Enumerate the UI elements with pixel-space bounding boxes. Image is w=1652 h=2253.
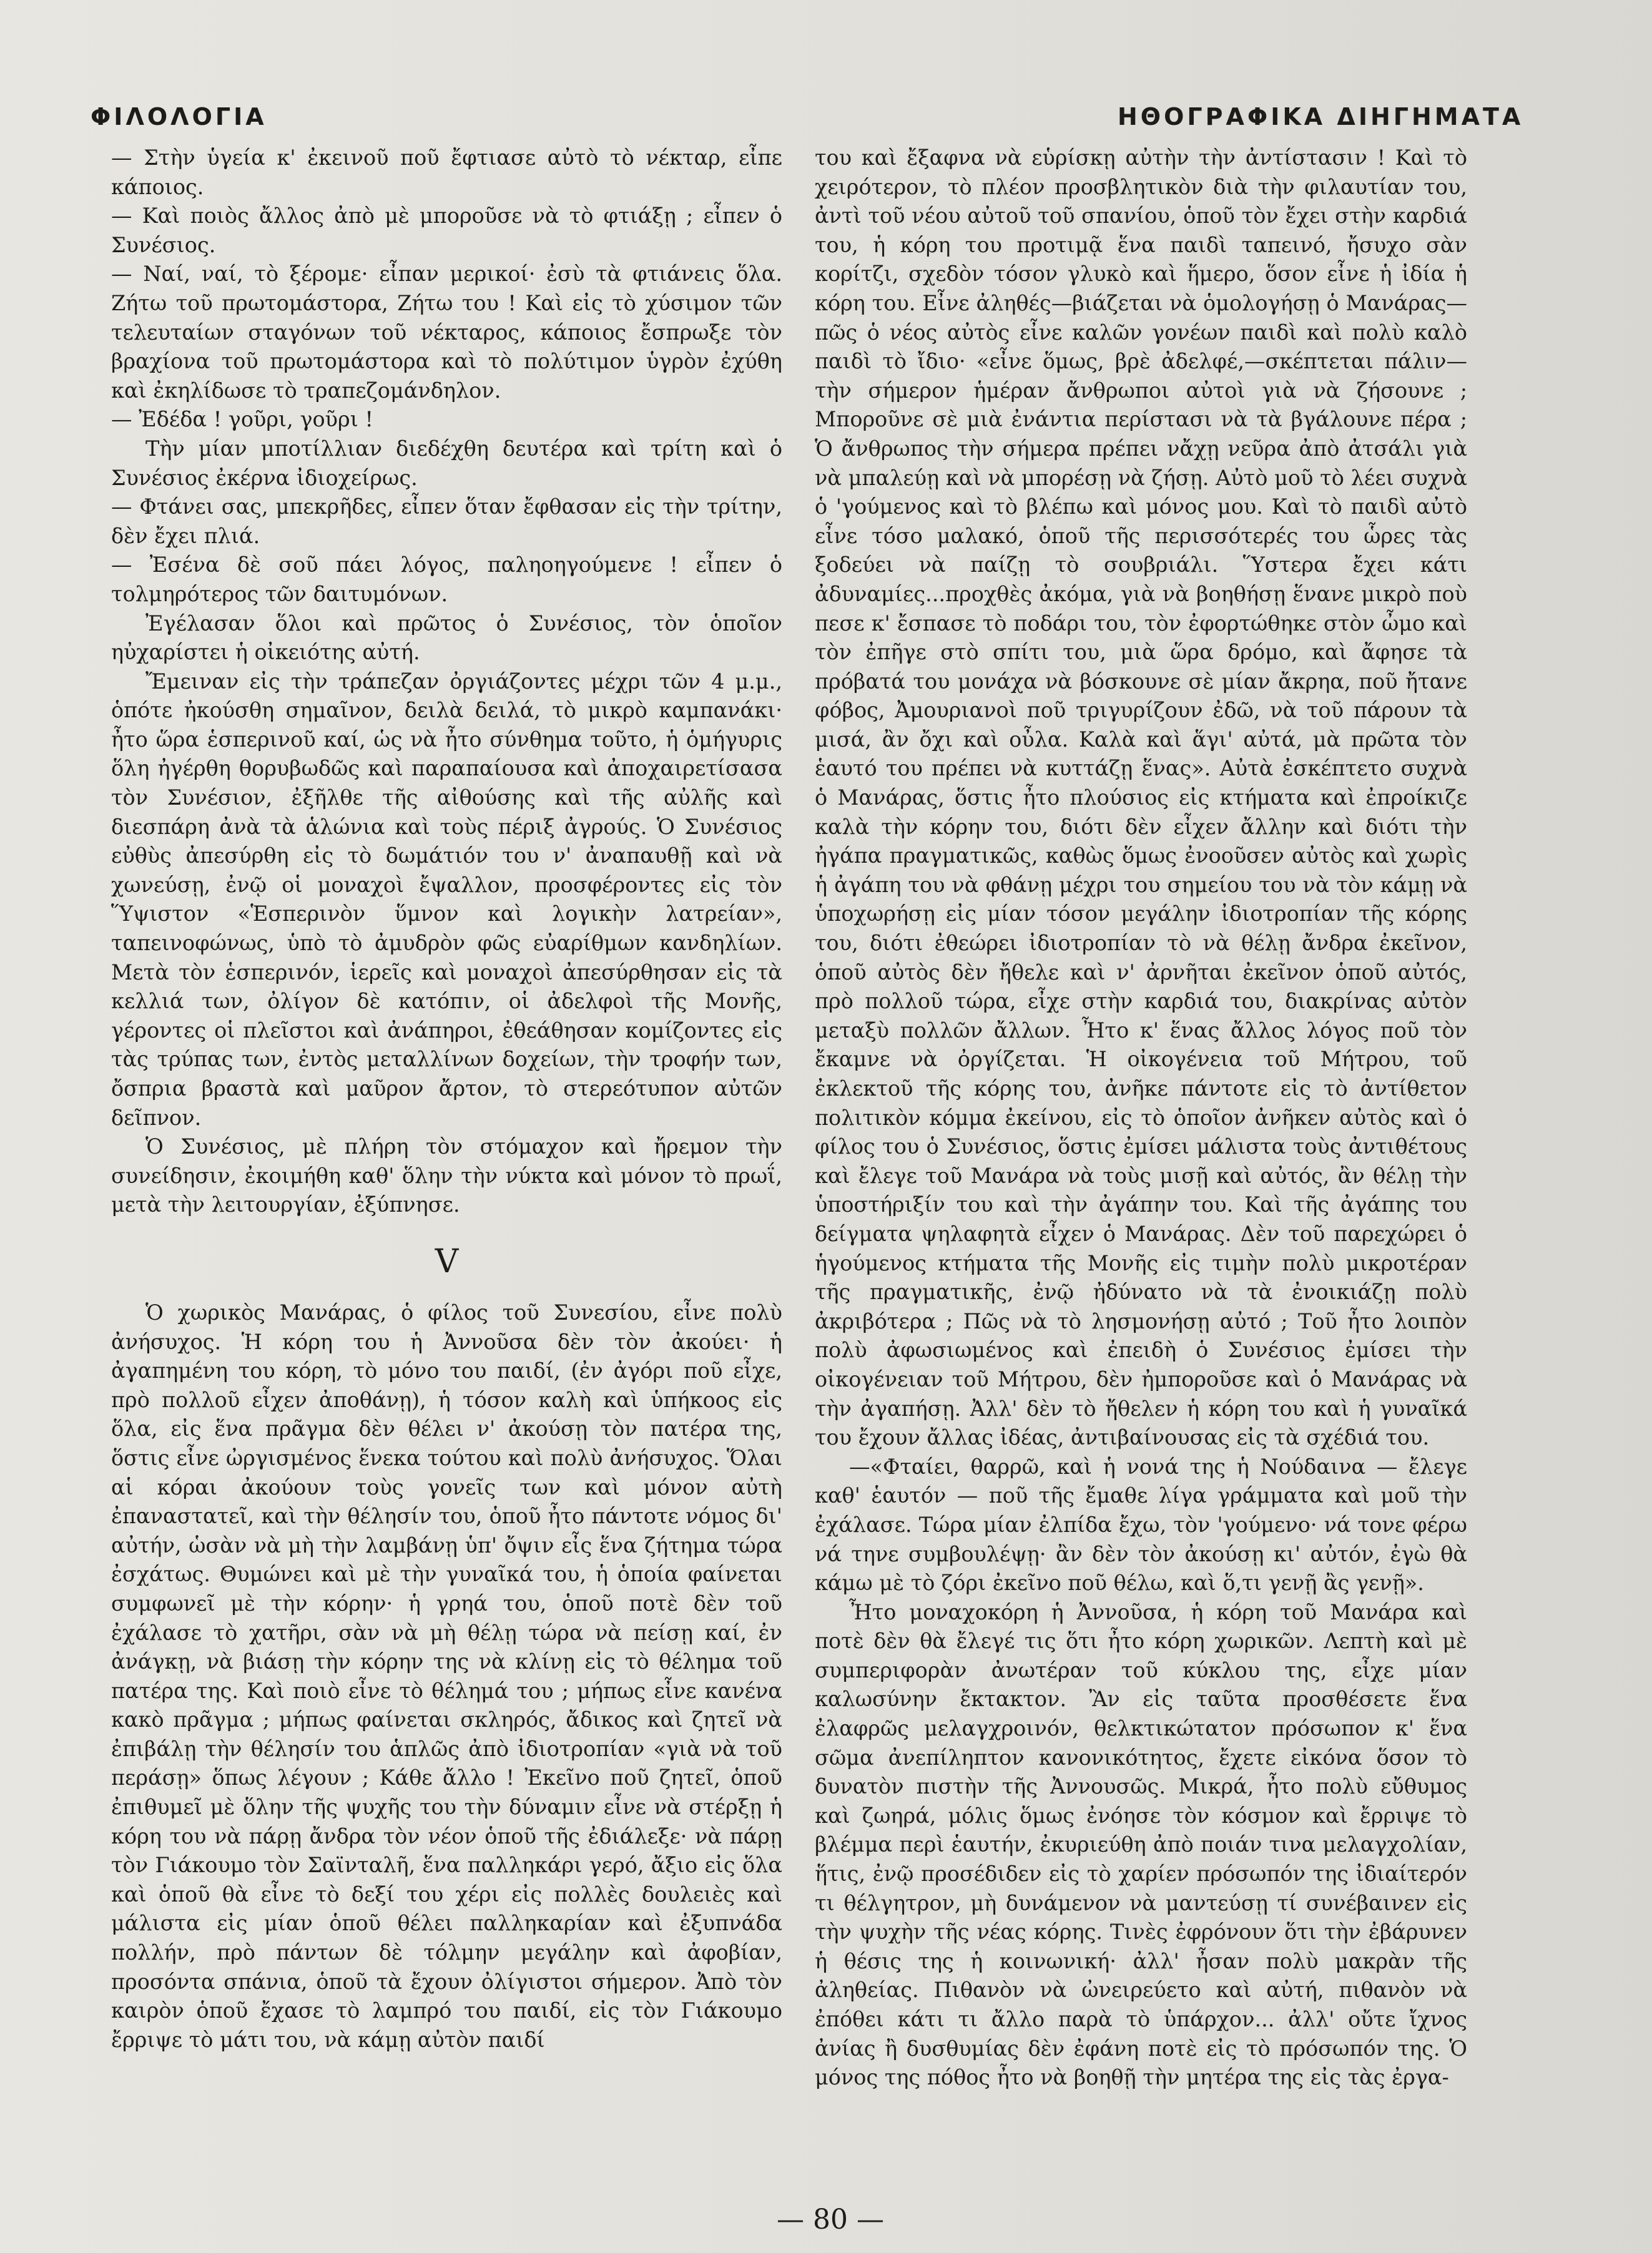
paragraph: Ὁ Συνέσιος, μὲ πλήρη τὸν στόμαχον καὶ ἤρεμον τὴν συνείδησιν, ἐκοιμήθη καθ' ὅλην τὴν νύκτα καὶ μόνον τὸ πρωΐ, μετὰ τὴν λειτουργίαν, ἐξύπνησε. [111,1134,782,1217]
right-column [815,144,1467,2093]
paragraph: Ἔμειναν εἰς τὴν τράπεζαν ὀργιάζοντες μέχρι τῶν 4 μ.μ., ὁπότε ἠκούσθη σημαῖνον, δειλὰ δειλά, τὸ μικρὸ καμπανάκι· ἦτο ὥρα ἑσπερινοῦ καί, ὡς νὰ ἦτο σύνθημα τοῦτο, ἡ ὁμήγυρις ὅλη ἠγέρθη θορυβωδῶς καὶ παραπαίουσα καὶ ἀποχαιρετίσασα τὸν Συνέσιον, ἐξῆλθε τῆς αἰθούσης καὶ τῆς αὐλῆς καὶ διεσπάρη ἀνὰ τὰ ἁλώνια καὶ τοὺς πέριξ ἀγρούς. Ὁ Συνέσιος εὐθὺς ἀπεσύρθη εἰς τὸ δωμάτιόν του ν' ἀναπαυθῇ καὶ νὰ χωνεύσῃ, ἐνῷ οἱ μοναχοὶ ἔψαλλον, προσφέροντες εἰς τὸν Ὕψιστον «Ἑσπερινὸν ὕμνον καὶ λογικὴν λατρείαν», ταπεινοφώνως, ὑπὸ τὸ ἀμυδρὸν φῶς εὐαρίθμων κανδηλίων. Μετὰ τὸν ἑσπερινόν, ἱερεῖς καὶ μοναχοὶ ἀπεσύρθησαν εἰς τὰ κελλιά των, ὀλίγον δὲ κατόπιν, οἱ ἀδελφοὶ τῆς Μονῆς, γέροντες οἱ πλεῖστοι καὶ ἀνάπηροι, ἐθεάθησαν κομίζοντες εἰς τὰς τρύπας των, ἐντὸς μεταλλίνων δοχείων, τὴν τροφήν των, ὄσπρια βραστὰ καὶ μαῦρον ἄρτον, τὸ στερεότυπον αὐτῶν δεῖπνον. [111,669,782,1130]
running-header-right: ΗΘΟΓΡΑΦΙΚΑ ΔΙΗΓΗΜΑΤΑ [1118,103,1524,130]
paragraph: — Φτάνει σας, μπεκρῆδες, εἶπεν ὅταν ἔφθασαν εἰς τὴν τρίτην, δὲν ἔχει πλιά. [111,494,782,548]
paragraph: — Ναί, ναί, τὸ ξέρομε· εἶπαν μερικοί· ἐσὺ τὰ φτιάνεις ὅλα. Ζήτω τοῦ πρωτομάστορα, Ζήτω του ! Καὶ εἰς τὸ χύσιμον τῶν τελευταίων σταγόνων τοῦ νέκταρος, κάποιος ἔσπρωξε τὸν βραχίονα τοῦ πρωτομάστορα καὶ τὸ πολύτιμον ὑγρὸν ἐχύθη καὶ ἐκηλίδωσε τὸ τραπεζομάνδηλον. [111,262,782,403]
paragraph: — Ἐδέδα ! γοῦρι, γοῦρι ! [111,407,373,432]
paragraph: — Ἐσένα δὲ σοῦ πάει λόγος, παληοηγούμενε ! εἶπεν ὁ τολμηρότερος τῶν δαιτυμόνων. [111,552,782,606]
running-header-left: ΦΙΛΟΛΟΓΙΑ [91,103,267,130]
paragraph: — Καὶ ποιὸς ἄλλος ἀπὸ μὲ μποροῦσε νὰ τὸ φτιάξῃ ; εἶπεν ὁ Συνέσιος. [111,204,782,257]
left-column [111,144,782,2054]
paragraph: Ἦτο μοναχοκόρη ἡ Ἀννοῦσα, ἡ κόρη τοῦ Μανάρα καὶ ποτὲ δὲν θὰ ἔλεγέ τις ὅτι ἦτο κόρη χωρικῶν. Λεπτὴ καὶ μὲ συμπεριφορὰν ἀνωτέραν τοῦ κύκλου της, εἶχε μίαν καλωσύνην ἔκτακτον. Ἂν εἰς ταῦτα προσθέσετε ἕνα ἐλαφρῶς μελαγχροινόν, θελκτικώτατον πρόσωπον κ' ἕνα σῶμα ἀνεπίληπτον κανονικότητος, ἔχετε εἰκόνα ὅσον τὸ δυνατὸν πιστὴν τῆς Ἀννουσῶς. Μικρά, ἦτο πολὺ εὔθυμος καὶ ζωηρά, μόλις ὅμως ἐνόησε τὸν κόσμον καὶ ἔρριψε τὸ βλέμμα περὶ ἑαυτήν, ἐκυριεύθη ἀπὸ ποιάν τινα μελαγχολίαν, ἥτις, ἐνῷ προσέδιδεν εἰς τὸ χαρίεν πρόσωπόν της ἰδιαίτερόν τι θέλγητρον, μὴ δυνάμενον νὰ μαντεύσῃ τί συνέβαινεν εἰς τὴν ψυχὴν τῆς νέας κόρης. Τινὲς ἐφρόνουν ὅτι τὴν ἐβάρυνεν ἡ θέσις της ἡ κοινωνική· ἀλλ' ἦσαν πολὺ μακρὰν τῆς ἀληθείας. Πιθανὸν νὰ ὠνειρεύετο καὶ αὐτή, πιθανὸν νὰ ἐπόθει κάτι τι ἄλλο παρὰ τὸ ὑπάρχον... ἀλλ' οὔτε ἴχνος ἀνίας ἢ δυσθυμίας δὲν ἐφάνη ποτὲ εἰς τὸ πρόσωπόν της. Ὁ μόνος της πόθος ἦτο νὰ βοηθῇ τὴν μητέρα της εἰς τὰς ἐργα- [815,1599,1467,2090]
paragraph: —«Φταίει, θαρρῶ, καὶ ἡ νονά της ἡ Νούδαινα — ἔλεγε καθ' ἑαυτόν — ποῦ τῆς ἔμαθε λίγα γράμματα καὶ μοῦ τὴν ἐχάλασε. Τώρα μίαν ἐλπίδα ἔχω, τὸν 'γούμενο· νά τονε φέρω νά τηνε συμβουλέψῃ· ἂν δὲν τὸν ἀκούσῃ κι' αὐτόν, ἐγὼ θὰ κάμω μὲ τὸ ζόρι ἐκεῖνο ποῦ θέλω, καὶ ὅ,τι γενῇ ἂς γενῇ». [815,1454,1467,1596]
paragraph: — Στὴν ὑγεία κ' ἐκεινοῦ ποῦ ἔφτιασε αὐτὸ τὸ νέκταρ, εἶπε κάποιος. [111,145,782,199]
paragraph: Τὴν μίαν μποτίλλιαν διεδέχθη δευτέρα καὶ τρίτη καὶ ὁ Συνέσιος ἐκέρνα ἰδιοχείρως. [111,436,782,490]
section-numeral: V [435,1242,459,1280]
paragraph: του καὶ ἔξαφνα νὰ εὑρίσκῃ αὐτὴν τὴν ἀντίστασιν ! Καὶ τὸ χειρότερον, τὸ πλέον προσβλητικὸν διὰ τὴν φιλαυτίαν του, ἀντὶ τοῦ νέου αὐτοῦ τοῦ σπανίου, ὁποῦ τὸν ἔχει στὴν καρδιά του, ἡ κόρη του προτιμᾷ ἕνα παιδὶ ταπεινό, ἤσυχο σὰν κορίτζι, σχεδὸν τόσον γλυκὸ καὶ ἥμερο, ὅσον εἶνε ἡ ἰδία ἡ κόρη του. Εἶνε ἀληθές—βιάζεται νὰ ὁμολογήσῃ ὁ Μανάρας—πῶς ὁ νέος αὐτὸς εἶνε καλῶν γονέων παιδὶ καὶ πολὺ καλὸ παιδὶ τὸ ἴδιο· «εἶνε ὅμως, βρὲ ἀδελφέ,—σκέπτεται πάλιν—τὴν σήμερον ἡμέραν ἄνθρωποι αὐτοὶ γιὰ νὰ ζήσουνε ; Μποροῦνε σὲ μιὰ ἐνάντια περίστασι νὰ τὰ βγάλουνε πέρα ; Ὁ ἄνθρωπος τὴν σήμερα πρέπει νἄχῃ νεῦρα ἀπὸ ἀτσάλι γιὰ νὰ μπαλεύῃ καὶ νὰ μπορέσῃ νὰ ζήσῃ. Αὐτὸ μοῦ τὸ λέει συχνὰ ὁ 'γούμενος καὶ τὸ βλέπω καὶ μόνος μου. Καὶ τὸ παιδὶ αὐτὸ εἶνε τόσο μαλακό, ὁποῦ τῆς περισσότερές του ὧρες τὰς ξοδεύει νὰ παίζῃ τὸ σουβριάλι. Ὕστερα ἔχει κάτι ἀδυναμίες...προχθὲς ἀκόμα, γιὰ νὰ βοηθήσῃ ἕνανε μικρὸ ποὺ πεσε κ' ἔσπασε τὸ ποδάρι του, τὸν ἐφορτώθηκε στὸν ὦμο καὶ τὸν ἐπῆγε στὸ σπίτι του, μιὰ ὥρα δρόμο, καὶ ἄφησε τὰ πρόβατά του μονάχα νὰ βόσκουνε σὲ μίαν ἄκρηα, ποῦ ἤτανε φόβος, Ἀμουριανοὶ ποῦ τριγυρίζουν ἐδῶ, νὰ τοῦ πάρουν τὰ μισά, ἂν ὄχι καὶ οὖλα. Καλὰ καὶ ἅγι' αὐτά, μὰ πρῶτα τὸν ἑαυτό του πρέπει νὰ κυττάζῃ ἕνας». Αὐτὰ ἐσκέπτετο συχνὰ ὁ Μανάρας, ὅστις ἦτο πλούσιος εἰς κτήματα καὶ ἐπροίκιζε καλὰ τὴν κόρην του, διότι δὲν εἶχεν ἄλλην καὶ διότι τὴν ἠγάπα πραγματικῶς, καθὼς ὅμως ἐνοοῦσεν αὐτὸς καὶ χωρὶς ἡ ἀγάπη του νὰ φθάνῃ μέχρι του σημείου του νὰ τὸν κάμῃ νὰ ὑποχωρήσῃ εἰς μίαν τόσον μεγάλην ἰδιοτροπίαν τῆς κόρης του, διότι ἐθεώρει ἰδιοτροπίαν τὸ νὰ θέλῃ ἄνδρα ἐκεῖνον, ὁποῦ αὐτὸς δὲν ἤθελε καὶ ν' ἀρνῆται ἐκεῖνον ὁποῦ αὐτός, πρὸ πολλοῦ τώρα, εἶχε στὴν καρδιά του, διακρίνας αὐτὸν μεταξὺ πολλῶν ἄλλων. Ἦτο κ' ἕνας ἄλλος λόγος ποῦ τὸν ἔκαμνε νὰ ὀργίζεται. Ἡ οἰκογένεια τοῦ Μήτρου, τοῦ ἐκλεκτοῦ τῆς κόρης του, ἀνῆκε πάντοτε εἰς τὸ ἀντίθετον πολιτικὸν κόμμα ἐκείνου, εἰς τὸ ὁποῖον ἀνῆκεν αὐτὸς καὶ ὁ φίλος του ὁ Συνέσιος, ὅστις ἐμίσει μάλιστα τοὺς ἀντιθέτους καὶ ἔλεγε τοῦ Μανάρα νὰ τοὺς μισῇ καὶ αὐτός, ἂν θέλῃ τὴν ὑποστήριξίν του καὶ τὴν ἀγάπην του. Καὶ τῆς ἀγάπης του δείγματα ψηλαφητὰ εἶχεν ὁ Μανάρας. Δὲν τοῦ παρεχώρει ὁ ἡγούμενος κτήματα τῆς Μονῆς εἰς τιμὴν πολὺ μικροτέραν τῆς πραγματικῆς, ἐνῷ ἠδύνατο νὰ τὰ ἐνοικιάζῃ πολὺ ἀκριβότερα ; Πῶς νὰ τὸ λησμονήσῃ αὐτό ; Τοῦ ἦτο λοιπὸν πολὺ ἀφωσιωμένος καὶ ἐπειδὴ ὁ Συνέσιος ἐμίσει τὴν οἰκογένειαν τοῦ Μήτρου, δὲν ἠμποροῦσε καὶ ὁ Μανάρας νὰ τὴν ἀγαπήσῃ. Ἀλλ' δὲν τὸ ἤθελεν ἡ κόρη του καὶ ἡ γυναῖκά του ἔχουν ἄλλας ἰδέας, ἀντιβαίνουσας εἰς τὰ σχέδιά του. [815,145,1467,1450]
page-number: — 80 — [777,2204,884,2236]
paragraph: Ὁ χωρικὸς Μανάρας, ὁ φίλος τοῦ Συνεσίου, εἶνε πολὺ ἀνήσυχος. Ἡ κόρη του ἡ Ἀννοῦσα δὲν τὸν ἀκούει· ἡ ἀγαπημένη του κόρη, τὸ μόνο του παιδί, (ἐν ἀγόρι ποῦ εἶχε, πρὸ πολλοῦ εἶχεν ἀποθάνῃ), ἡ τόσον καλὴ καὶ ὑπήκοος εἰς ὅλα, εἰς ἕνα πρᾶγμα δὲν θέλει ν' ἀκούσῃ τὸν πατέρα της, ὅστις εἶνε ὠργισμένος ἕνεκα τούτου καὶ πολὺ ἀνήσυχος. Ὅλαι αἱ κόραι ἀκούουν τοὺς γονεῖς των καὶ μόνον αὐτὴ ἐπαναστατεῖ, καὶ τὴν θέλησίν του, ὁποῦ ἦτο πάντοτε νόμος δι' αὐτήν, ὡσὰν νὰ μὴ τὴν λαμβάνῃ ὑπ' ὄψιν εἶς ἕνα ζήτημα τώρα ἐσχάτως. Θυμώνει καὶ μὲ τὴν γυναῖκά του, ἡ ὁποία φαίνεται συμφωνεῖ μὲ τὴν κόρην· ἡ γρηά του, ὁποῦ ποτὲ δὲν τοῦ ἐχάλασε τὸ χατῆρι, σὰν νὰ μὴ θέλῃ τώρα νὰ πείσῃ καί, ἐν ἀνάγκῃ, νὰ βιάσῃ τὴν κόρην της νὰ κλίνῃ εἰς τὸ θέλημα τοῦ πατέρα της. Καὶ ποιὸ εἶνε τὸ θέλημά του ; μήπως εἶνε κανένα κακὸ πρᾶγμα ; μήπως φαίνεται σκληρός, ἄδικος καὶ ζητεῖ νὰ ἐπιβάλῃ τὴν θέλησίν του ἁπλῶς ἀπὸ ἰδιοτροπίαν «γιὰ νὰ τοῦ περάσῃ» ὅπως λέγουν ; Κάθε ἄλλο ! Ἐκεῖνο ποῦ ζητεῖ, ὁποῦ ἐπιθυμεῖ μὲ ὅλην τῆς ψυχῆς του τὴν δύναμιν εἶνε νὰ στέρξῃ ἡ κόρη του νὰ πάρῃ ἄνδρα τὸν νέον ὁποῦ τῆς ἐδιάλεξε· νὰ πάρῃ τὸν Γιάκουμο τὸν Σαϊνταλῆ, ἕνα παλληκάρι γερό, ἄξιο εἰς ὅλα καὶ ὁποῦ θὰ εἶνε τὸ δεξί του χέρι εἰς πολλὲς δουλειὲς καὶ μάλιστα εἰς μίαν ὁποῦ θέλει παλληκαρίαν καὶ ἐξυπνάδα πολλήν, πρὸ πάντων δὲ τόλμην μεγάλην καὶ ἀφοβίαν, προσόντα σπάνια, ὁποῦ τὰ ἔχουν ὀλίγιστοι σήμερον. Ἀπὸ τὸν καιρὸν ὁποῦ ἔχασε τὸ λαμπρό του παιδί, εἰς τὸν Γιάκουμο ἔρριψε τὸ μάτι του, νὰ κάμῃ αὐτὸν παιδί [111,1300,782,2052]
paragraph: Ἐγέλασαν ὅλοι καὶ πρῶτος ὁ Συνέσιος, τὸν ὁποῖον ηὐχαρίστει ἡ οἰκειότης αὐτή. [111,611,782,665]
